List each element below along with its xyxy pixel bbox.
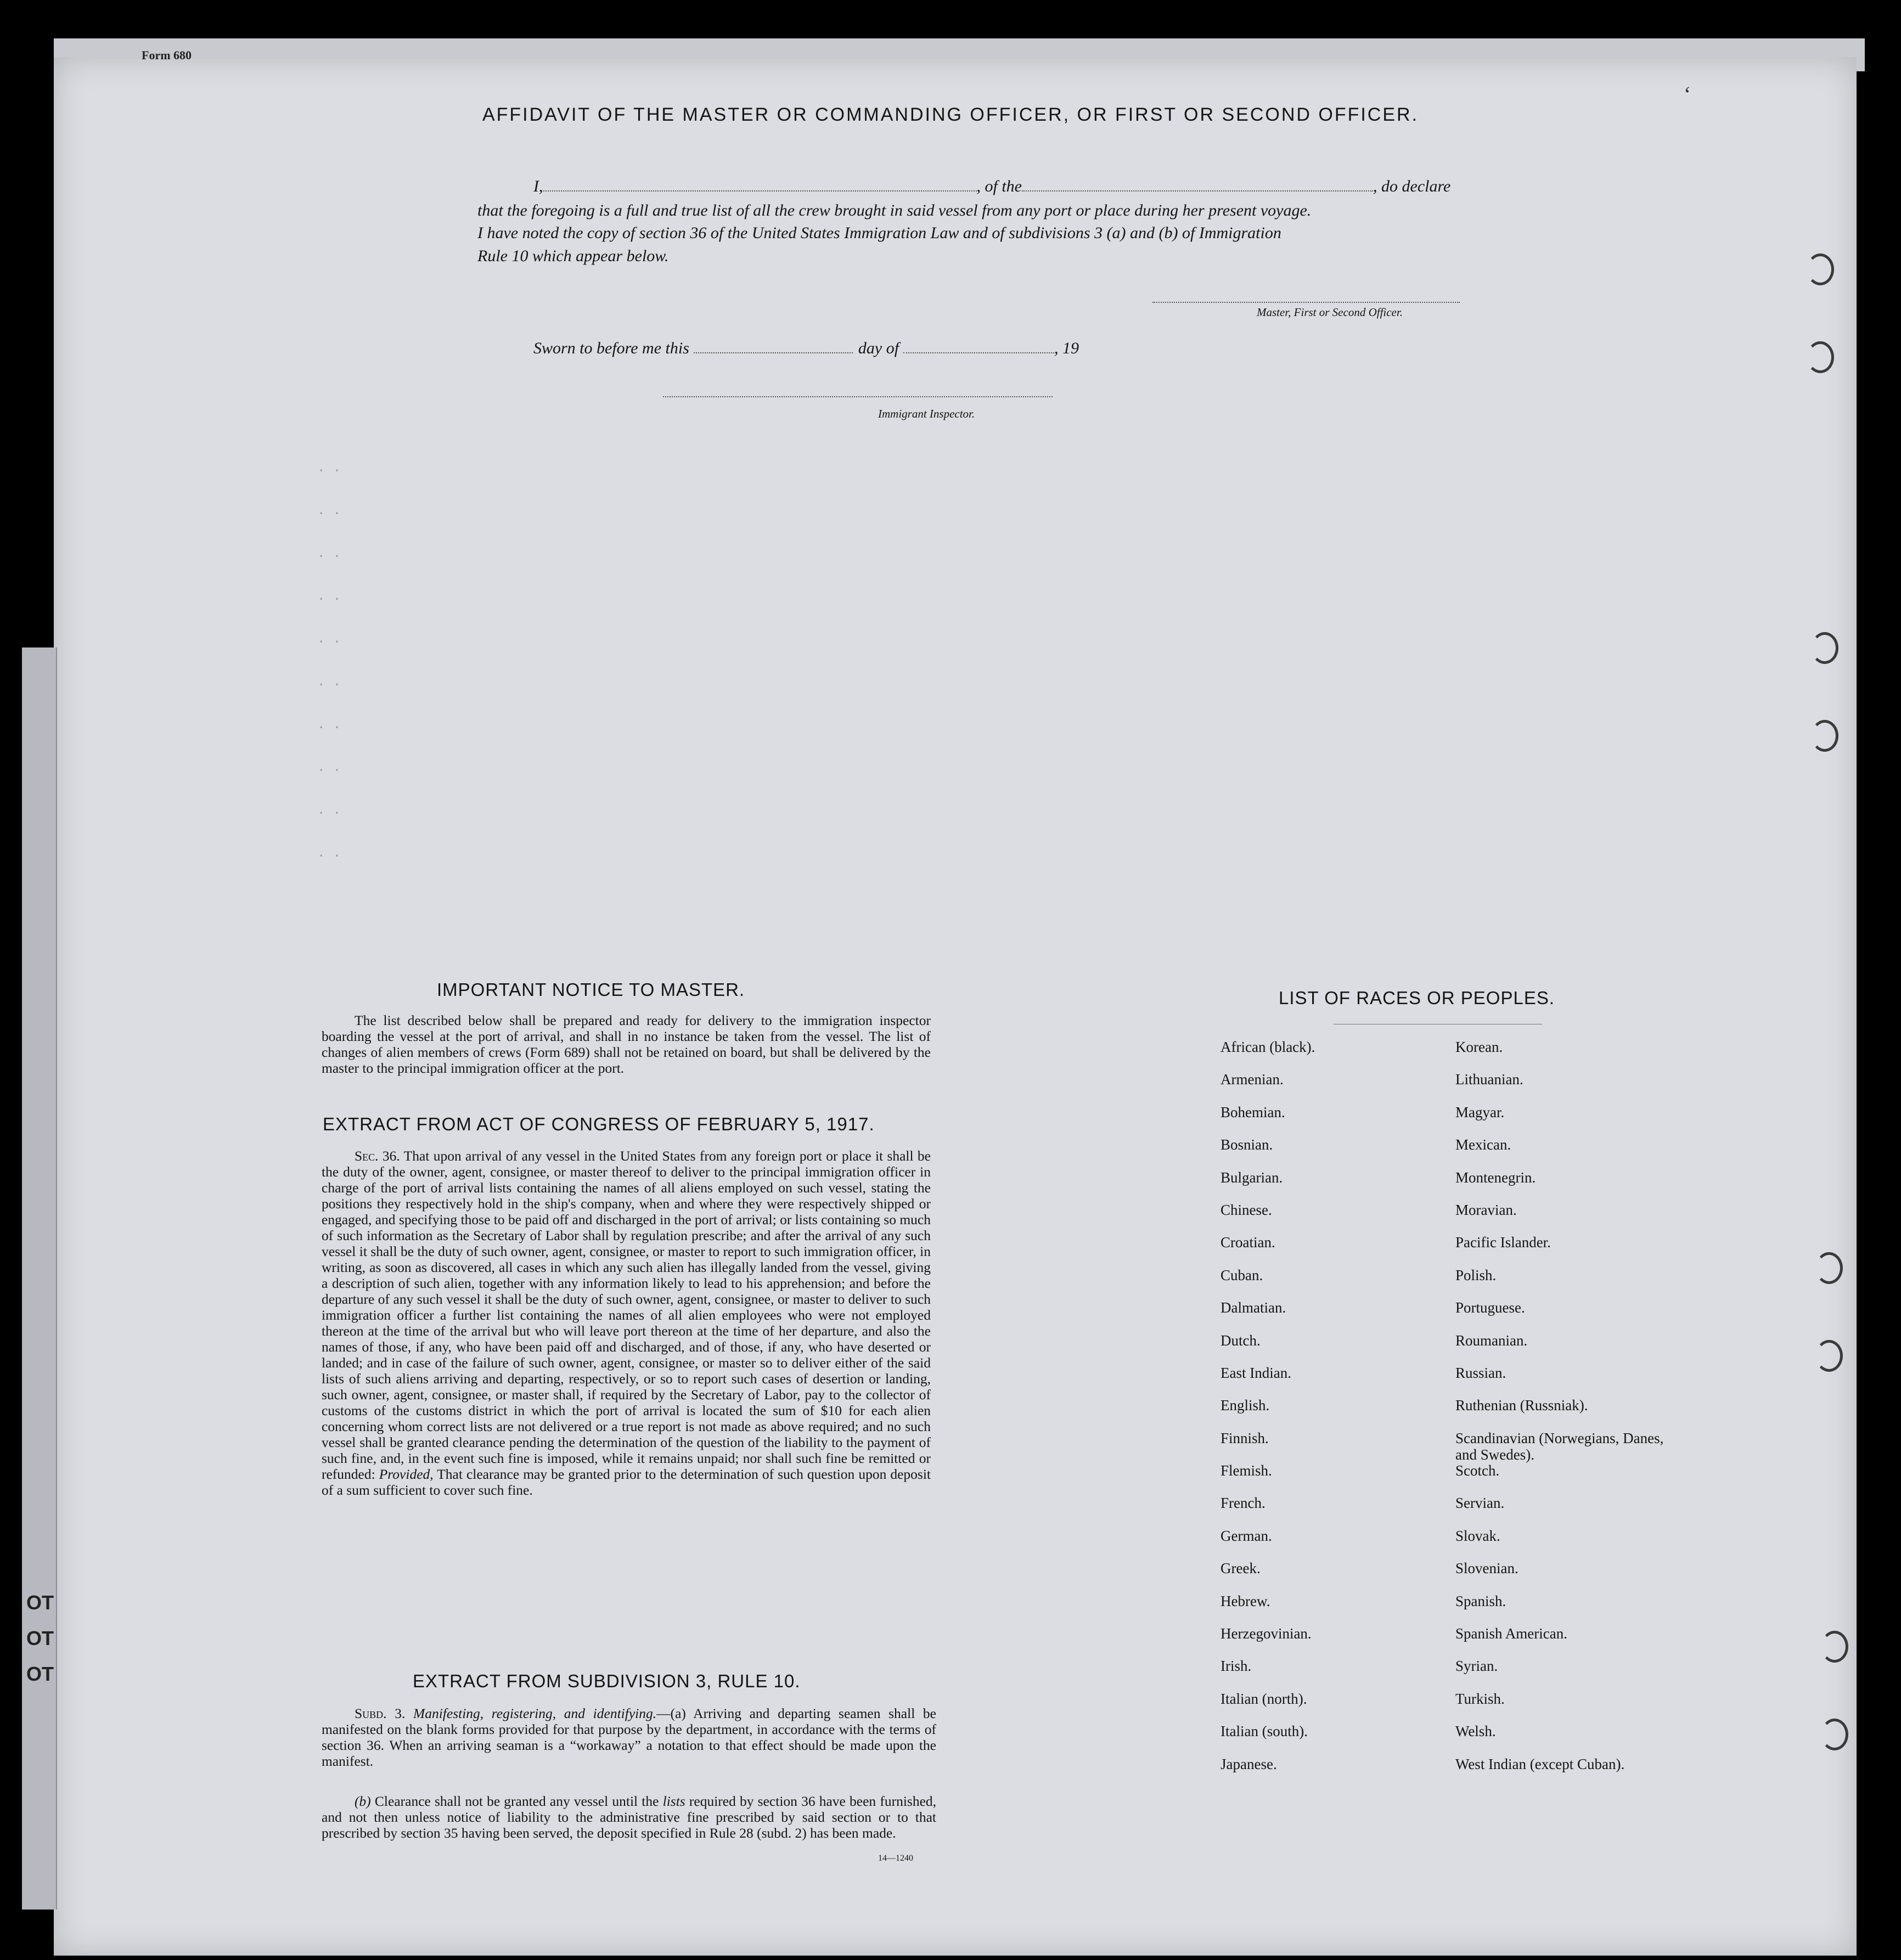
subd-label: Subd. 3. [355, 1705, 406, 1721]
race-item: West Indian (except Cuban). [1455, 1755, 1625, 1772]
notice-text: The list described below shall be prepared and ready for delivery to the immigration inspector boarding the vessel at the port of arrival, and shall in no instance be taken from the vessel. The list of changes of alien members of crews (Form 689) shall not be retained on board, but shall be delivered by the master to the principal immigration officer at the port. [322, 1012, 931, 1076]
race-item: Bulgarian. [1221, 1169, 1283, 1186]
race-item: Herzegovinian. [1221, 1625, 1312, 1642]
name-blank[interactable] [543, 178, 977, 192]
race-item: Montenegrin. [1455, 1169, 1536, 1186]
race-item: Slovenian. [1455, 1560, 1518, 1577]
race-item: French. [1221, 1495, 1266, 1512]
race-item: Roumanian. [1455, 1332, 1528, 1349]
race-item: Finnish. [1221, 1429, 1269, 1446]
affidavit-line-3: I have noted the copy of section 36 of the United States Immigration Law and of subdivisions 3 (a) and (b) of Immigration [477, 224, 1281, 242]
race-item: Russian. [1455, 1364, 1506, 1381]
race-item: Dutch. [1221, 1332, 1261, 1349]
binder-ring-icon [1821, 1719, 1848, 1750]
race-item: Korean. [1455, 1039, 1503, 1055]
race-item: Italian (north). [1221, 1690, 1307, 1707]
signature-label: Master, First or Second Officer. [1257, 306, 1403, 319]
affidavit-title: AFFIDAVIT OF THE MASTER OR COMMANDING OFFICER, OR FIRST OR SECOND OFFICER. [482, 104, 1419, 125]
race-item: Welsh. [1455, 1723, 1496, 1740]
day-blank[interactable] [694, 340, 853, 353]
act-provided: Provided, [379, 1466, 434, 1482]
year-text: , 19 [1054, 339, 1079, 357]
race-item: Italian (south). [1221, 1723, 1308, 1740]
race-item: Slovak. [1455, 1527, 1500, 1544]
faint-row-marks: . . . . . . . . . . . . . . . . . . . . [317, 461, 341, 861]
race-item: Pacific Islander. [1455, 1234, 1551, 1251]
day-of-text: day of [858, 339, 899, 357]
race-item: English. [1221, 1397, 1270, 1414]
binder-ring-icon [1807, 341, 1834, 373]
rule-title: EXTRACT FROM SUBDIVISION 3, RULE 10. [413, 1671, 801, 1691]
strip-label: OT [26, 1627, 54, 1649]
binder-ring-icon [1807, 254, 1834, 285]
rule-b-body-1: Clearance shall not be granted any vessel until the [374, 1793, 659, 1809]
race-item: Japanese. [1221, 1755, 1277, 1772]
binder-ring-icon [1815, 1340, 1843, 1372]
act-body: That upon arrival of any vessel in the United States from any foreign port or place it shall be the duty of the owner, agent, consignee, or master thereof to deliver to the principal immigration officer in charge of the port of arrival lists containing the names of all aliens employed on such vessel, stating the positions they respectively hold in the ship's company, when and where they were respectively shipped or engaged, and specifying those to be paid off and discharged in the port of arrival; or lists containing so much of such information as the Secretary of Labor shall by regulation prescribe; and after the arrival of any such vessel it shall be the duty of such owner, agent, consignee, or master to report to such immigration officer, in writing, as soon as discovered, all cases in which any such alien has illegally landed from the vessel, giving a description of such alien, together with any information likely to lead to his apprehension; and before the departure of any such vessel it shall be the duty of such owner, agent, consignee, or master to deliver to such immigration officer a further list containing the names of all alien employees who were not employed thereon at the time of the arrival but who will leave port thereon at the time of her departure, and also the names of those, if any, who have been paid off and discharged, and of those, if any, who have deserted or landed; and in case of the failure of such owner, agent, consignee, or master so to deliver either of the said lists of such aliens arriving and departing, respectively, or so to report such cases of desertion or landing, such owner, agent, consignee, or master shall, if required by the Secretary of Labor, pay to the collector of customs of the customs district in which the port of arrival is located the sum of $10 for each alien concerning whom correct lists are not delivered or a true report is not made as above required; and no such vessel shall be granted clearance pending the determination of the question of the liability to the payment of such fine, and, in the event such fine is imposed, while it remains unpaid; nor shall such fine be remitted or refunded: [322, 1148, 931, 1482]
form-number: Form 680 [142, 48, 192, 62]
race-item: German. [1221, 1527, 1272, 1544]
race-item: Turkish. [1455, 1690, 1505, 1707]
vessel-blank[interactable] [1022, 178, 1373, 192]
race-item: Mexican. [1455, 1136, 1511, 1153]
race-item: African (black). [1221, 1039, 1315, 1055]
race-item: Irish. [1221, 1658, 1252, 1675]
race-item: Greek. [1221, 1560, 1261, 1577]
race-item: Flemish. [1221, 1462, 1272, 1479]
rule-b-label: (b) [355, 1793, 371, 1809]
notice-title: IMPORTANT NOTICE TO MASTER. [437, 979, 745, 1000]
race-item: Hebrew. [1221, 1592, 1270, 1609]
races-column-2 [1455, 1039, 1664, 1788]
sworn-line [533, 339, 1079, 358]
subd-heading: Manifesting, registering, and identifying. [413, 1705, 657, 1721]
race-item: Croatian. [1221, 1234, 1275, 1251]
race-item: Scandinavian (Norwegians, Danes, and Swedes). [1455, 1429, 1664, 1463]
print-code: 14—1240 [878, 1854, 913, 1863]
binder-ring-icon [1815, 1252, 1843, 1284]
race-item: Spanish American. [1455, 1625, 1567, 1642]
signature-blank[interactable] [1152, 290, 1460, 303]
adjacent-page-strip [22, 647, 57, 1910]
act-text [322, 1148, 931, 1498]
race-item: Polish. [1455, 1266, 1497, 1283]
month-blank[interactable] [903, 340, 1054, 353]
affidavit-line-2: that the foregoing is a full and true list of all the crew brought in said vessel from any port or place during her present voyage. [477, 201, 1312, 219]
race-item: Spanish. [1455, 1592, 1506, 1609]
races-title: LIST OF RACES OR PEOPLES. [1279, 988, 1555, 1008]
affidavit-declare: , do declare [1373, 177, 1451, 195]
race-item: Chinese. [1221, 1201, 1272, 1218]
race-item: Syrian. [1455, 1658, 1498, 1675]
race-item: Moravian. [1455, 1201, 1517, 1218]
affidavit-line-4: Rule 10 which appear below. [477, 247, 669, 265]
race-item: Bosnian. [1221, 1136, 1273, 1153]
rule-a-text [322, 1705, 936, 1769]
race-item: Bohemian. [1221, 1103, 1285, 1120]
act-body-end: That clearance may be granted prior to the determination of such question upon deposit of a sum sufficient to cover such fine. [322, 1466, 931, 1498]
race-item: Cuban. [1221, 1266, 1263, 1283]
race-item: East Indian. [1221, 1364, 1291, 1381]
strip-label: OT [26, 1591, 54, 1614]
bleed-through-text [307, 125, 1624, 147]
rule-a-body: —(a) Arriving and departing seamen shall be manifested on the blank forms provided for that purpose by the department, in accordance with the terms of section 36. When an arriving seaman is a “workaway” a notation to that effect should be made upon the manifest. [322, 1705, 936, 1769]
affidavit-of-the: , of the [976, 177, 1022, 195]
race-item: Magyar. [1455, 1103, 1505, 1120]
rule-b-lists: lists [662, 1793, 685, 1809]
rule-b-body-2: required by section 36 have been furnished, and not then unless notice of liability to the administrative fine prescribed by said section or to that prescribed by section 35 having been served, the deposit specified in Rule 28 (subd. 2) has been made. [322, 1793, 937, 1841]
inspector-label: Immigrant Inspector. [878, 407, 975, 420]
race-item: Portuguese. [1455, 1299, 1525, 1316]
sec-label: Sec. 36. [355, 1148, 400, 1164]
strip-label: OT [26, 1663, 54, 1685]
binder-ring-icon [1811, 720, 1838, 752]
race-item: Servian. [1455, 1495, 1505, 1512]
inspector-signature-blank[interactable] [663, 384, 1053, 397]
race-item: Ruthenian (Russniak). [1455, 1397, 1588, 1414]
binder-ring-icon [1811, 632, 1838, 664]
rule-b-text [322, 1793, 936, 1841]
binder-ring-icon [1821, 1631, 1848, 1663]
race-item: Armenian. [1221, 1071, 1284, 1088]
races-column-1 [1221, 1039, 1315, 1788]
act-title: EXTRACT FROM ACT OF CONGRESS OF FEBRUARY 5, 1917. [323, 1114, 875, 1134]
race-item: Lithuanian. [1455, 1071, 1523, 1088]
race-item: Dalmatian. [1221, 1299, 1286, 1316]
affidavit-line-1 [533, 177, 1450, 196]
sworn-text: Sworn to before me this [533, 339, 689, 357]
race-item: Scotch. [1455, 1462, 1500, 1479]
affidavit-i: I, [533, 177, 543, 195]
corner-mark: ‘ [1684, 82, 1691, 106]
